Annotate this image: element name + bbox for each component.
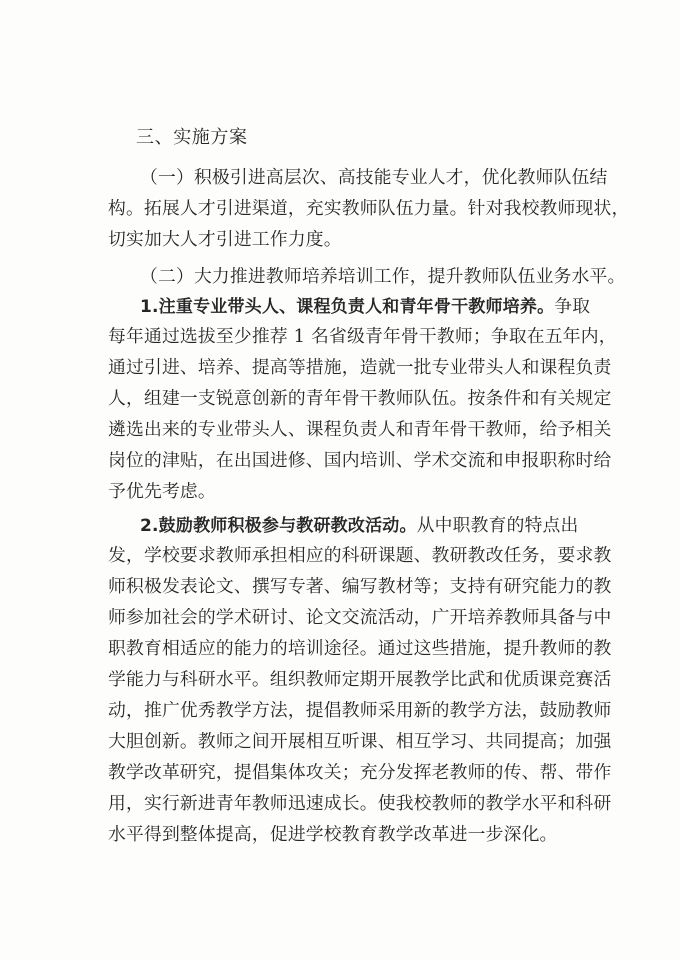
item-1-line-5: 遴选出来的专业带头人、课程负责人和青年骨干教师，给予相关 bbox=[108, 419, 612, 440]
item-2-line-1 bbox=[140, 515, 579, 539]
item-1-line-2: 每年通过选拔至少推荐 1 名省级青年骨干教师；争取在五年内， bbox=[108, 326, 617, 347]
paragraph-2-line-1: （二）大力推进教师培养培训工作，提升教师队伍业务水平。 bbox=[140, 266, 626, 287]
item-2-line-1-rest: 从中职教育的特点出 bbox=[416, 515, 579, 536]
paragraph-1-line-2: 构。拓展人才引进渠道，充实教师队伍力量。针对我校教师现状， bbox=[108, 198, 630, 219]
item-2-line-4: 师参加社会的学术研讨、论文交流活动，广开培养教师具备与中 bbox=[108, 607, 612, 628]
item-1-line-1-rest: 争取 bbox=[554, 296, 591, 317]
item-2-line-7: 动，推广优秀教学方法，提倡教师采用新的教学方法，鼓励教师 bbox=[108, 700, 612, 721]
item-1-line-1 bbox=[140, 296, 590, 320]
item-1-line-3: 通过引进、培养、提高等措施，造就一批专业带头人和课程负责 bbox=[108, 357, 612, 378]
item-2-line-5: 职教育相适应的能力的培训途径。通过这些措施，提升教师的教 bbox=[108, 638, 612, 659]
item-2-line-10: 用，实行新进青年教师迅速成长。使我校教师的教学水平和科研 bbox=[108, 793, 612, 814]
item-2-line-2: 发，学校要求教师承担相应的科研课题、教研教改任务，要求教 bbox=[108, 545, 612, 566]
item-2-line-9: 教学改革研究，提倡集体攻关；充分发挥老教师的传、帮、带作 bbox=[108, 762, 612, 783]
item-2-lead: 2.鼓励教师积极参与教研教改活动。 bbox=[140, 516, 417, 536]
item-2-line-8: 大胆创新。教师之间开展相互听课、相互学习、共同提高；加强 bbox=[108, 731, 612, 752]
section-heading: 三、实施方案 bbox=[136, 127, 248, 148]
paragraph-1-line-1: （一）积极引进高层次、高技能专业人才，优化教师队伍结 bbox=[140, 167, 608, 188]
item-1-lead: 1.注重专业带头人、课程负责人和青年骨干教师培养。 bbox=[140, 297, 555, 317]
item-1-line-4: 人，组建一支锐意创新的青年骨干教师队伍。按条件和有关规定 bbox=[108, 388, 612, 409]
item-2-line-3: 师积极发表论文、撰写专著、编写教材等；支持有研究能力的教 bbox=[108, 576, 612, 597]
paragraph-1-line-3: 切实加大人才引进工作力度。 bbox=[108, 229, 342, 250]
item-1-line-7: 予优先考虑。 bbox=[108, 481, 216, 502]
item-2-line-6: 学能力与科研水平。组织教师定期开展教学比武和优质课竞赛活 bbox=[108, 669, 612, 690]
item-1-line-6: 岗位的津贴，在出国进修、国内培训、学术交流和申报职称时给 bbox=[108, 450, 612, 471]
item-2-line-11: 水平得到整体提高，促进学校教育教学改革进一步深化。 bbox=[108, 824, 558, 845]
